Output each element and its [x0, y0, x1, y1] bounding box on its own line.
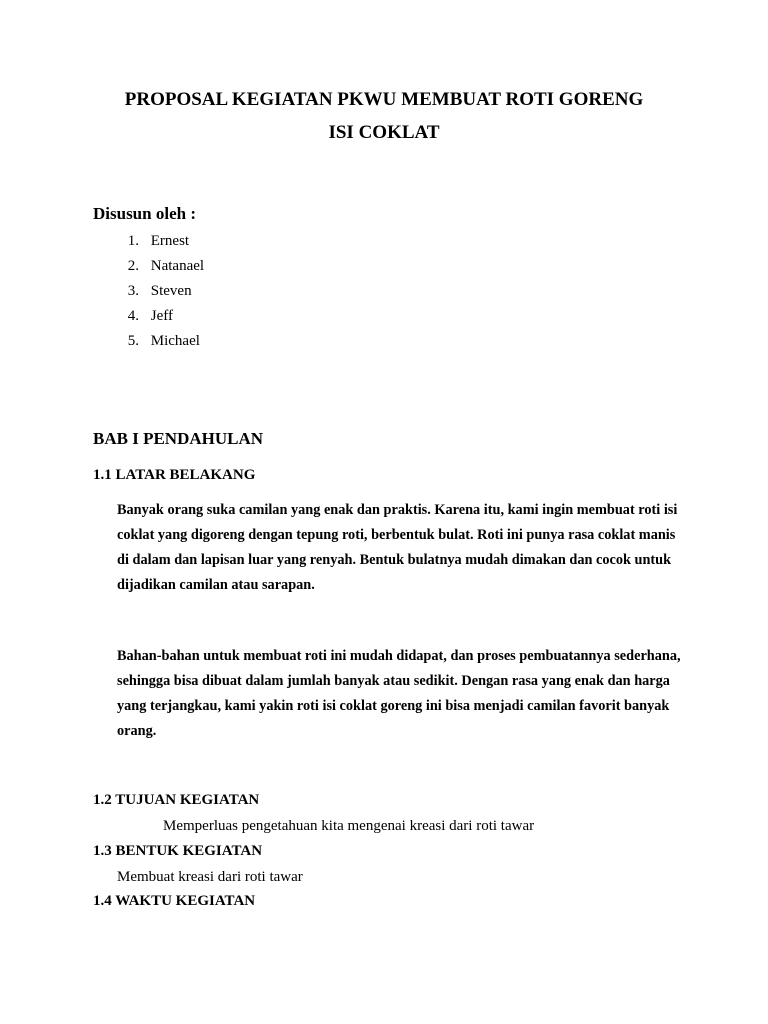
list-number: 1.	[127, 233, 139, 249]
document-title-line-2: ISI COKLAT	[328, 122, 440, 143]
list-item	[93, 233, 204, 258]
list-number: 2.	[127, 258, 139, 274]
list-item	[93, 258, 204, 283]
list-number: 4.	[127, 308, 139, 324]
latar-paragraph-2: Bahan-bahan untuk membuat roti ini mudah didapat, dan proses pembuatannya sederhana, sehingga bisa dibuat dalam jumlah banyak atau sedikit. Dengan rasa yang enak dan harga yang terjangkau, kami yakin roti isi coklat goreng ini bisa menjadi camilan favorit banyak orang.	[117, 648, 681, 739]
authors-heading: Disusun oleh :	[93, 204, 196, 223]
document-title-line-1: PROPOSAL KEGIATAN PKWU MEMBUAT ROTI GORENG	[124, 89, 644, 110]
chapter-heading: BAB I PENDAHULAN	[93, 429, 264, 448]
section-heading-bentuk: 1.3 BENTUK KEGIATAN	[93, 843, 263, 859]
list-item	[93, 333, 204, 358]
section-heading-waktu: 1.4 WAKTU KEGIATAN	[93, 893, 256, 909]
author-name: Michael	[150, 333, 200, 349]
list-item	[93, 283, 204, 308]
author-list	[93, 233, 204, 358]
list-number: 5.	[127, 333, 139, 349]
section-heading-tujuan: 1.2 TUJUAN KEGIATAN	[93, 792, 260, 808]
list-number: 3.	[127, 283, 139, 299]
author-name: Jeff	[150, 308, 173, 324]
list-item	[93, 308, 204, 333]
author-name: Steven	[150, 283, 192, 299]
bentuk-text: Membuat kreasi dari roti tawar	[117, 869, 303, 885]
tujuan-text: Memperluas pengetahuan kita mengenai kreasi dari roti tawar	[163, 818, 535, 834]
section-heading-latar-belakang: 1.1 LATAR BELAKANG	[93, 467, 256, 483]
author-name: Ernest	[150, 233, 190, 249]
author-name: Natanael	[150, 258, 205, 274]
latar-paragraph-1: Banyak orang suka camilan yang enak dan praktis. Karena itu, kami ingin membuat roti isi coklat yang digoreng dengan tepung roti, berbentuk bulat. Roti ini punya rasa coklat manis di dalam dan lapisan luar yang renyah. Bentuk bulatnya mudah dimakan dan cocok untuk dijadikan camilan atau sarapan.	[117, 502, 678, 593]
